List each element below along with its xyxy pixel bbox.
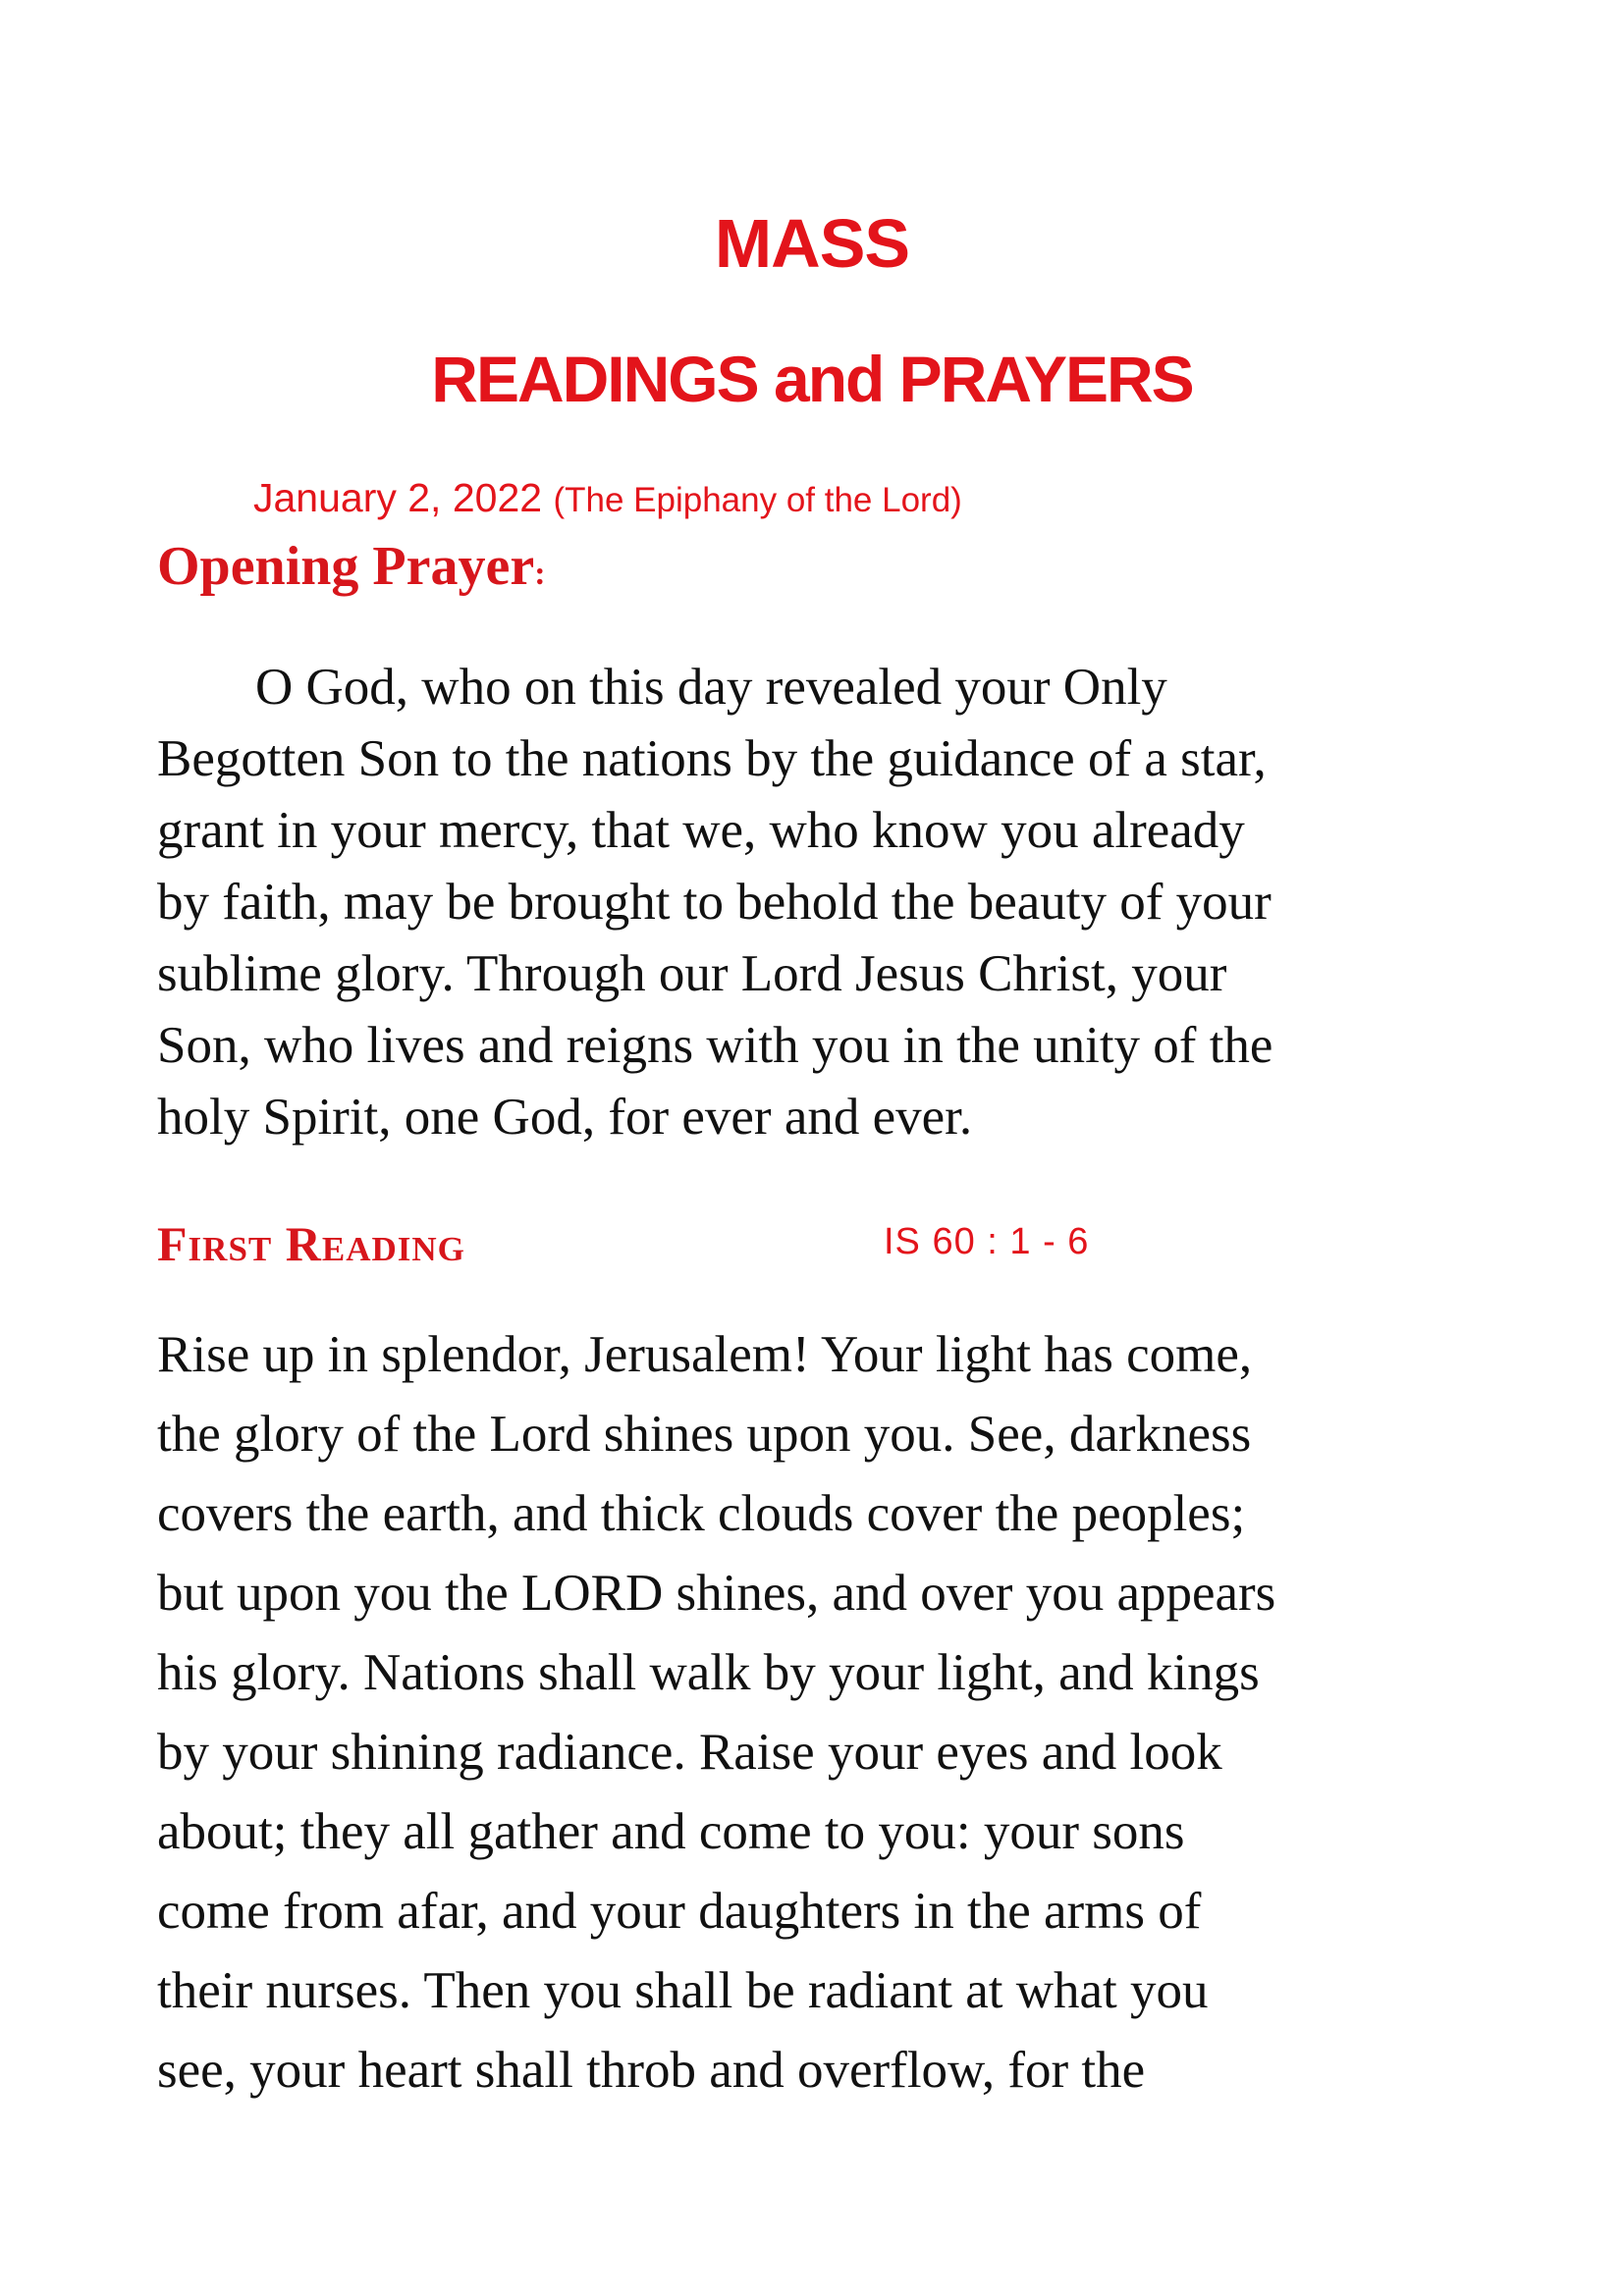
scripture-reference: IS 60 : 1 - 6 <box>884 1221 1090 1262</box>
prayer-line: Begotten Son to the nations by the guidance of a star, <box>157 730 1267 787</box>
prayer-line: Son, who lives and reigns with you in the unity of the <box>157 1017 1273 1074</box>
prayer-line: by faith, may be brought to behold the beauty of your <box>157 874 1272 931</box>
opening-prayer-text <box>157 652 1512 1153</box>
reading-line: come from afar, and your daughters in the arms of <box>157 1883 1202 1940</box>
page-subtitle: READINGS and PRAYERS <box>431 343 1193 415</box>
opening-prayer-heading-colon: : <box>534 556 546 592</box>
reading-line: covers the earth, and thick clouds cover the peoples; <box>157 1485 1246 1542</box>
reading-line: by your shining radiance. Raise your eyes and look <box>157 1724 1222 1781</box>
reading-line: about; they all gather and come to you: your sons <box>157 1803 1185 1860</box>
reading-line: but upon you the LORD shines, and over you appears <box>157 1565 1276 1622</box>
reading-line: the glory of the Lord shines upon you. See, darkness <box>157 1406 1252 1463</box>
prayer-line: holy Spirit, one God, for ever and ever. <box>157 1089 973 1146</box>
feast-name: (The Epiphany of the Lord) <box>553 481 962 519</box>
opening-prayer-heading <box>157 535 546 598</box>
reading-line: Rise up in splendor, Jerusalem! Your light has come, <box>157 1326 1253 1383</box>
first-reading-heading: First Reading <box>157 1216 465 1271</box>
prayer-line: grant in your mercy, that we, who know you already <box>157 802 1245 859</box>
opening-prayer-heading-text: Opening Prayer <box>157 536 535 597</box>
mass-date: January 2, 2022 <box>253 475 543 520</box>
reading-line: his glory. Nations shall walk by your light, and kings <box>157 1644 1260 1701</box>
reading-line: their nurses. Then you shall be radiant at what you <box>157 1962 1209 2019</box>
prayer-line: sublime glory. Through our Lord Jesus Christ, your <box>157 945 1227 1002</box>
page-title: MASS <box>714 205 910 282</box>
reading-line: see, your heart shall throb and overflow, for the <box>157 2042 1146 2099</box>
date-line <box>253 475 962 521</box>
prayer-line: O God, who on this day revealed your Only <box>255 659 1167 716</box>
first-reading-text <box>157 1315 1512 2110</box>
